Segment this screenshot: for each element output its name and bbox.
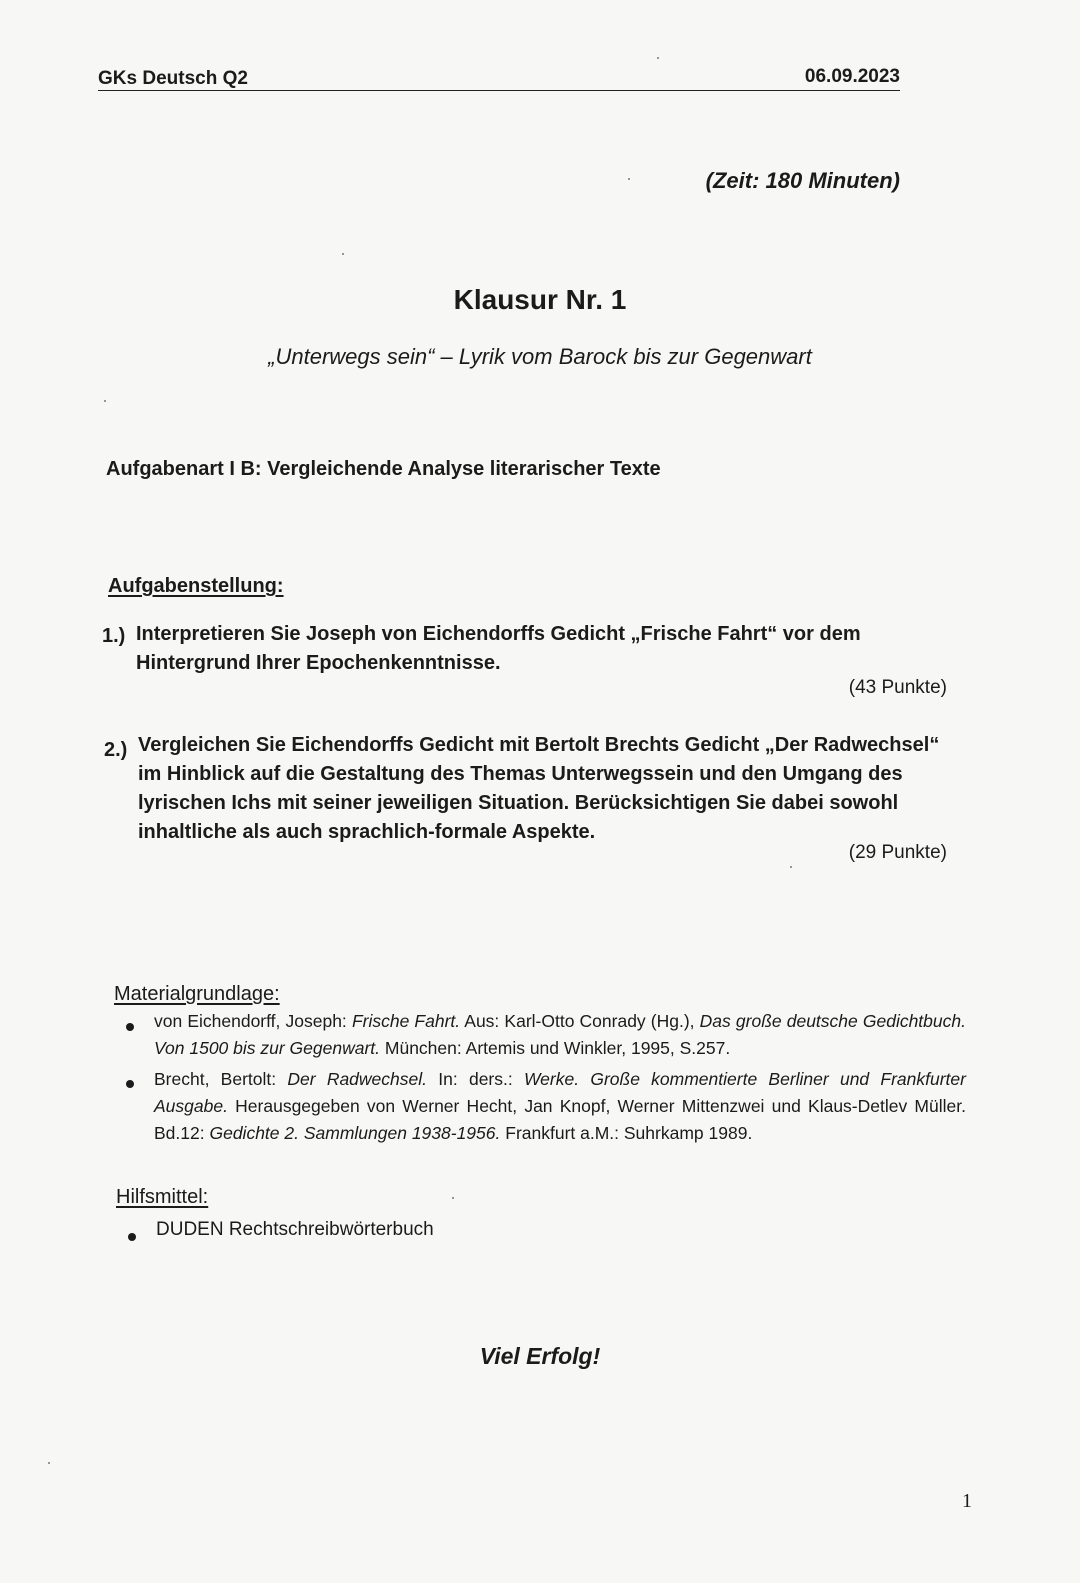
material-work: Der Radwechsel. [287,1069,428,1089]
material-citation [154,1008,966,1062]
material-from-label: Aus: Karl-Otto Conrady (Hg.), [464,1011,695,1031]
scan-speck [342,253,344,255]
bullet-icon [128,1233,136,1241]
material-work: Frische Fahrt. [351,1011,461,1031]
tasks-heading: Aufgabenstellung: [108,575,284,597]
material-author: Brecht, Bertolt: [154,1069,277,1089]
exam-subtitle: „Unterwegs sein“ – Lyrik vom Barock bis zur Gegenwart [268,344,812,369]
task-points: (43 Punkte) [848,677,947,698]
material-author: von Eichendorff, Joseph: [154,1011,347,1031]
material-citation [154,1066,966,1147]
scan-speck [104,400,106,402]
task-number: 1.) [102,625,126,647]
bullet-icon [126,1023,134,1031]
task-points: (29 Punkte) [848,842,947,863]
scan-speck [48,1462,50,1464]
material-editors: Herausgegeben von Werner Hecht, Jan Knopf, Werner Mittenzwei und Klaus-Detlev Müller. Bd.12: [154,1096,966,1143]
material-publication: München: Artemis und Winkler, 1995, S.257. [384,1038,731,1058]
materials-heading: Materialgrundlage: [114,983,280,1005]
time-limit: (Zeit: 180 Minuten) [705,168,900,193]
exam-title: Klausur Nr. 1 [453,284,627,315]
task-text: Vergleichen Sie Eichendorffs Gedicht mit Bertolt Brechts Gedicht „Der Radwechsel“ im Hinblick auf die Gestaltung des Themas Unterwegssein und den Umgang des lyrischen Ichs mit seiner jeweiligen Situation. Berücksichtigen Sie dabei sowohl inhaltliche als auch sprachlich-formale Aspekte. [138,734,940,843]
task-text: Interpretieren Sie Joseph von Eichendorffs Gedicht „Frische Fahrt“ vor dem Hintergrund Ihrer Epochenkenntnisse. [136,623,861,674]
material-in-label: In: ders.: [438,1069,513,1089]
material-source-title: Das große deutsche Gedichtbuch. Von 1500 bis zur Gegenwart. [154,1011,966,1058]
task-number: 2.) [104,739,128,761]
bullet-icon [126,1080,134,1088]
scan-speck [657,57,659,59]
exam-date: 06.09.2023 [804,66,900,87]
scan-speck [628,178,630,180]
task-type: Aufgabenart I B: Vergleichende Analyse literarischer Texte [106,458,661,480]
material-volume-title: Gedichte 2. Sammlungen 1938-1956. [209,1123,501,1143]
aid-item: DUDEN Rechtschreibwörterbuch [156,1219,434,1240]
scan-speck [790,866,792,868]
material-publication: Frankfurt a.M.: Suhrkamp 1989. [505,1123,753,1143]
closing-wish: Viel Erfolg! [479,1343,601,1369]
material-source-title: Werke. Große kommentierte Berliner und Frankfurter Ausgabe. [154,1069,966,1116]
header-rule [98,90,900,91]
scan-speck [452,1197,454,1199]
page-number: 1 [962,1490,972,1512]
aids-heading: Hilfsmittel: [116,1186,209,1208]
course-label: GKs Deutsch Q2 [98,68,248,89]
